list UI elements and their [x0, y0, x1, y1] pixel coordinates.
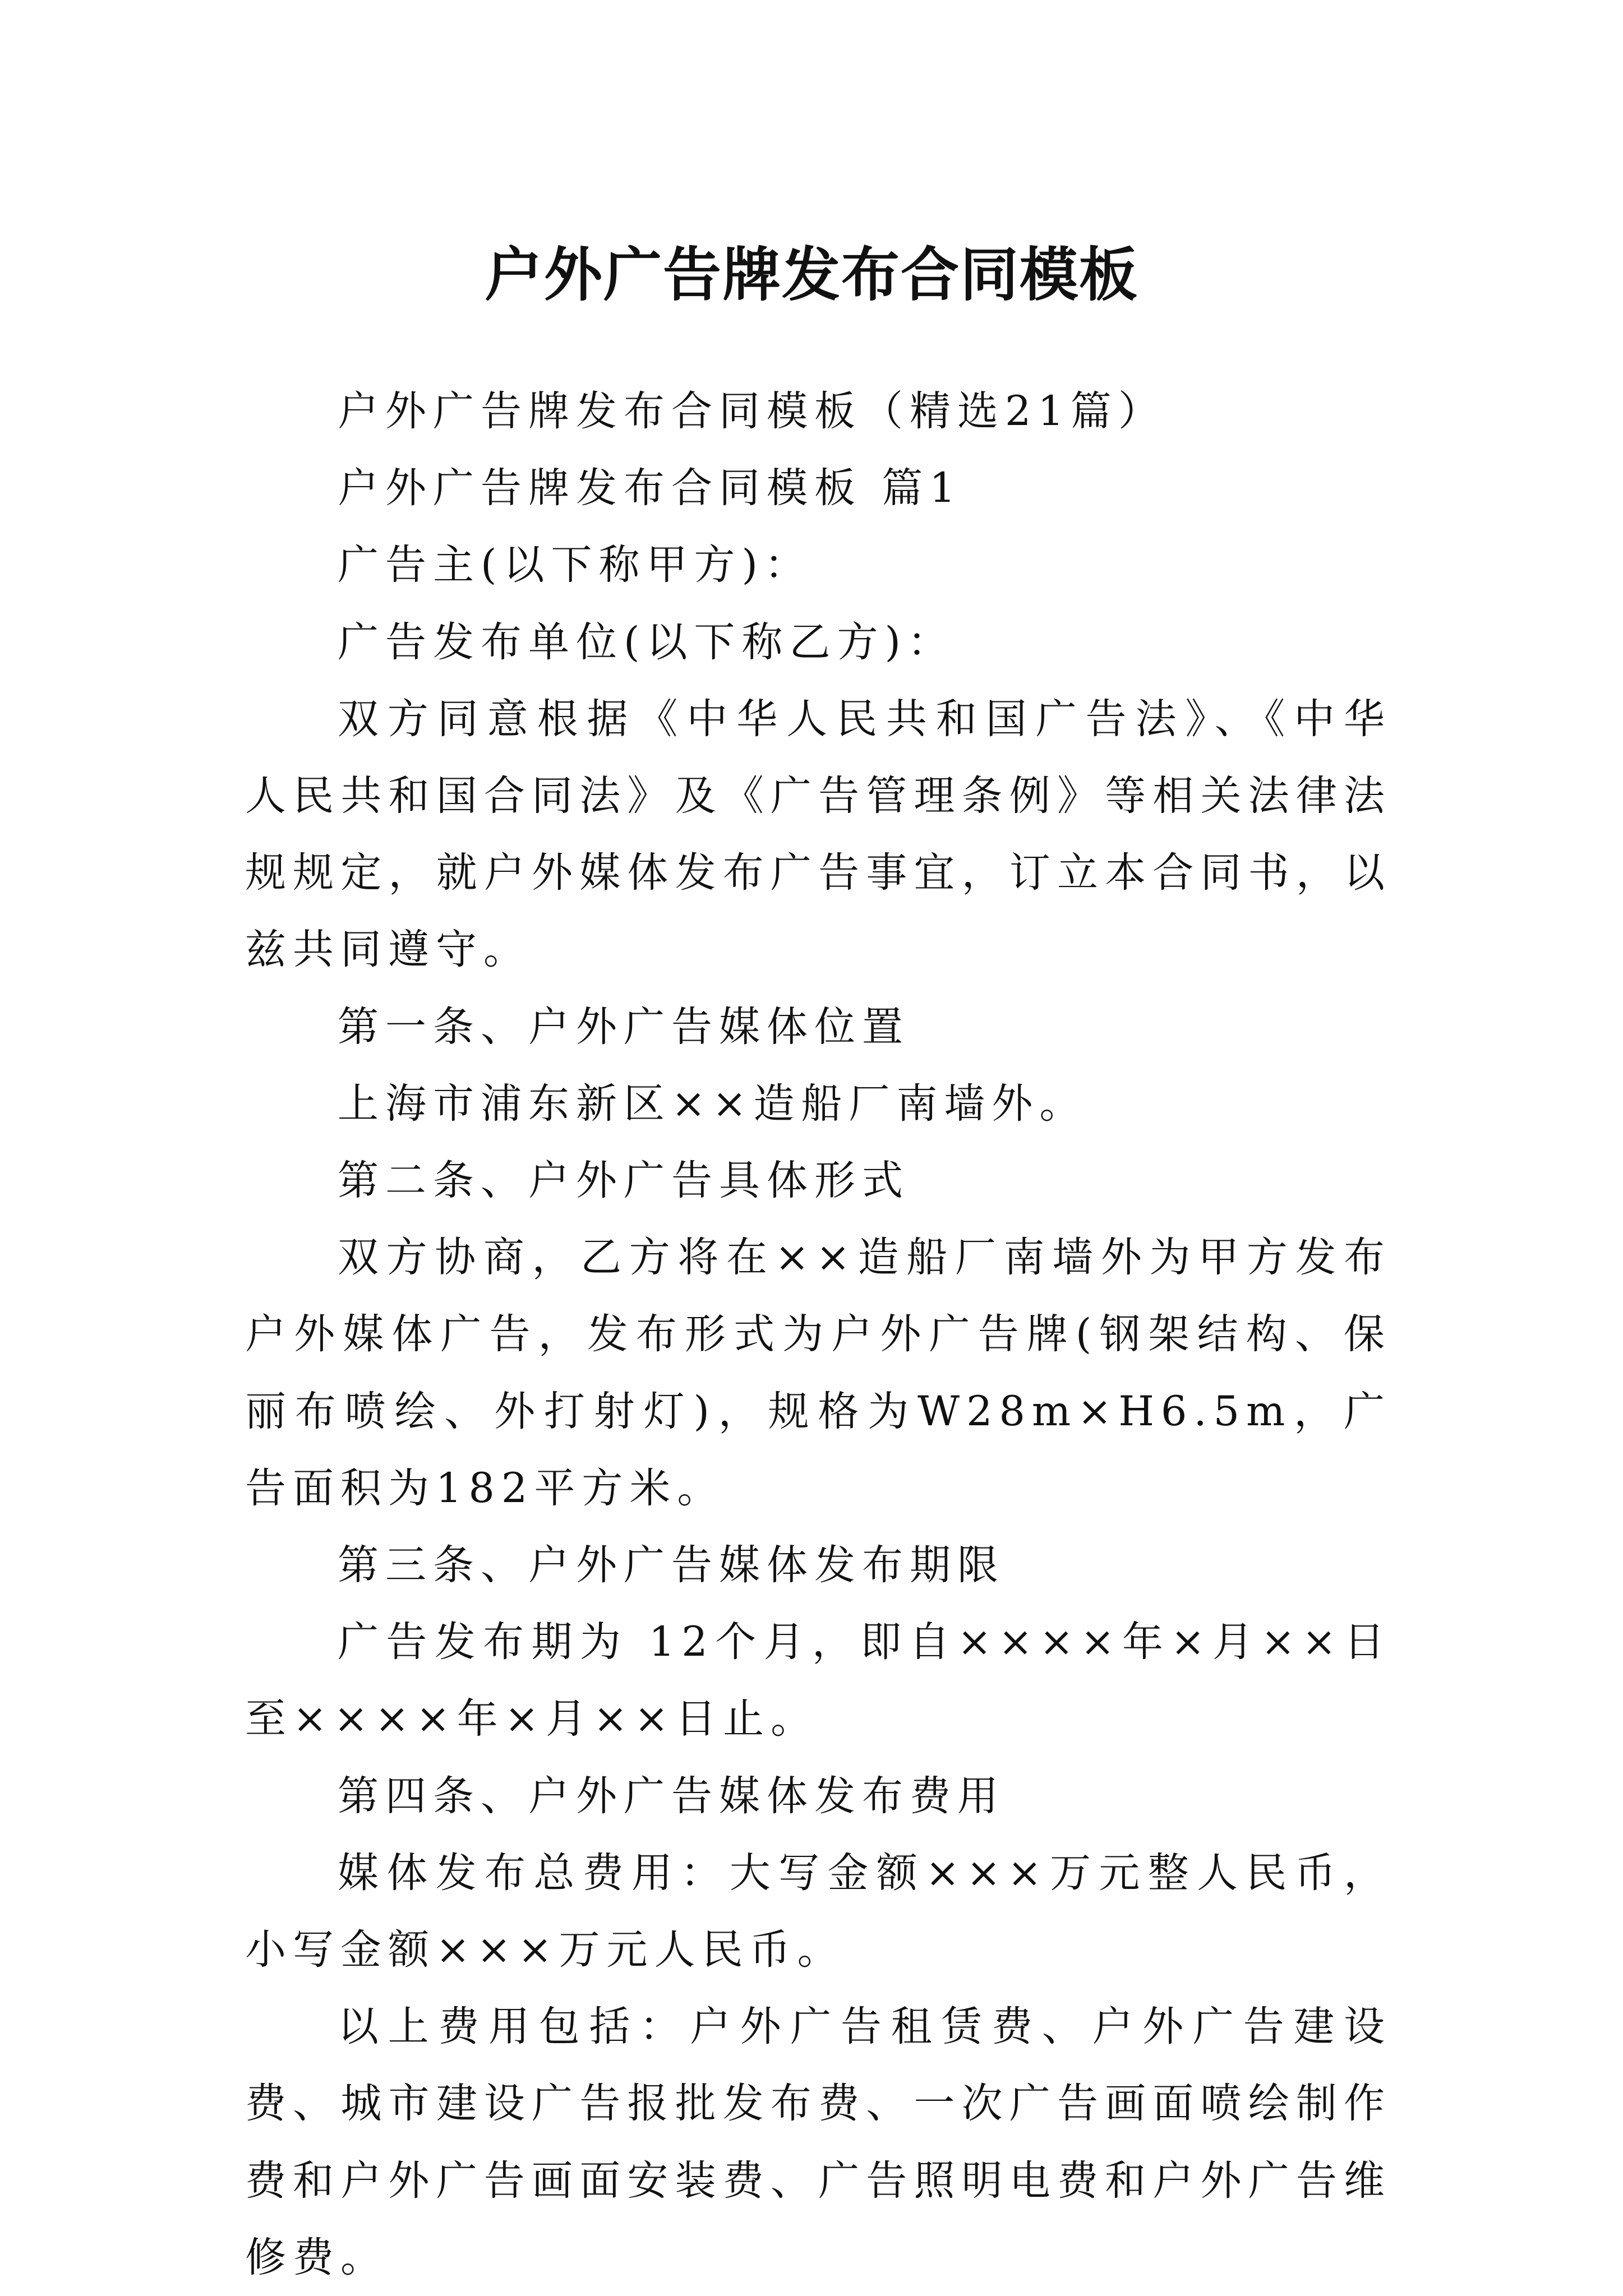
paragraph-article-2-body: 双方协商，乙方将在××造船厂南墙外为甲方发布户外媒体广告，发布形式为户外广告牌(钢架结构、保丽布喷绘、外打射灯)，规格为W28m×H6.5m，广告面积为182平方米。 [245, 1234, 1391, 1512]
document-body [245, 373, 1391, 2296]
paragraph-article-3-body: 广告发布期为 12个月，即自××××年×月××日至××××年×月××日止。 [245, 1618, 1391, 1743]
paragraph-article-1-body: 上海市浦东新区××造船厂南墙外。 [338, 1079, 1087, 1128]
paragraph-subtitle: 户外广告牌发布合同模板（精选21篇） [338, 387, 1166, 435]
paragraph-article-1-heading: 第一条、户外广告媒体位置 [338, 1003, 910, 1051]
paragraph-article-3-heading: 第三条、户外广告媒体发布期限 [338, 1541, 1005, 1590]
paragraph-article-4-inclusions: 以上费用包括：户外广告租赁费、户外广告建设费、城市建设广告报批发布费、一次广告画面喷绘制作费和户外广告画面安装费、广告照明电费和户外广告维修费。 [245, 2003, 1391, 2281]
paragraph-party-b: 广告发布单位(以下称乙方)： [338, 618, 955, 666]
paragraph-article-4-body: 媒体发布总费用：大写金额×××万元整人民币，小写金额×××万元人民币。 [245, 1849, 1391, 1974]
paragraph-preamble: 双方同意根据《中华人民共和国广告法》、《中华人民共和国合同法》及《广告管理条例》等相关法律法规规定，就户外媒体发布广告事宜，订立本合同书，以兹共同遵守。 [245, 695, 1391, 974]
paragraph-article-2-heading: 第二条、户外广告具体形式 [338, 1157, 910, 1205]
paragraph-article-4-heading: 第四条、户外广告媒体发布费用 [338, 1772, 1005, 1820]
paragraph-party-a: 广告主(以下称甲方)： [338, 541, 812, 589]
paragraph-chapter-heading: 户外广告牌发布合同模板 篇1 [338, 464, 962, 512]
document-title: 户外广告牌发布合同模板 [484, 240, 1138, 309]
